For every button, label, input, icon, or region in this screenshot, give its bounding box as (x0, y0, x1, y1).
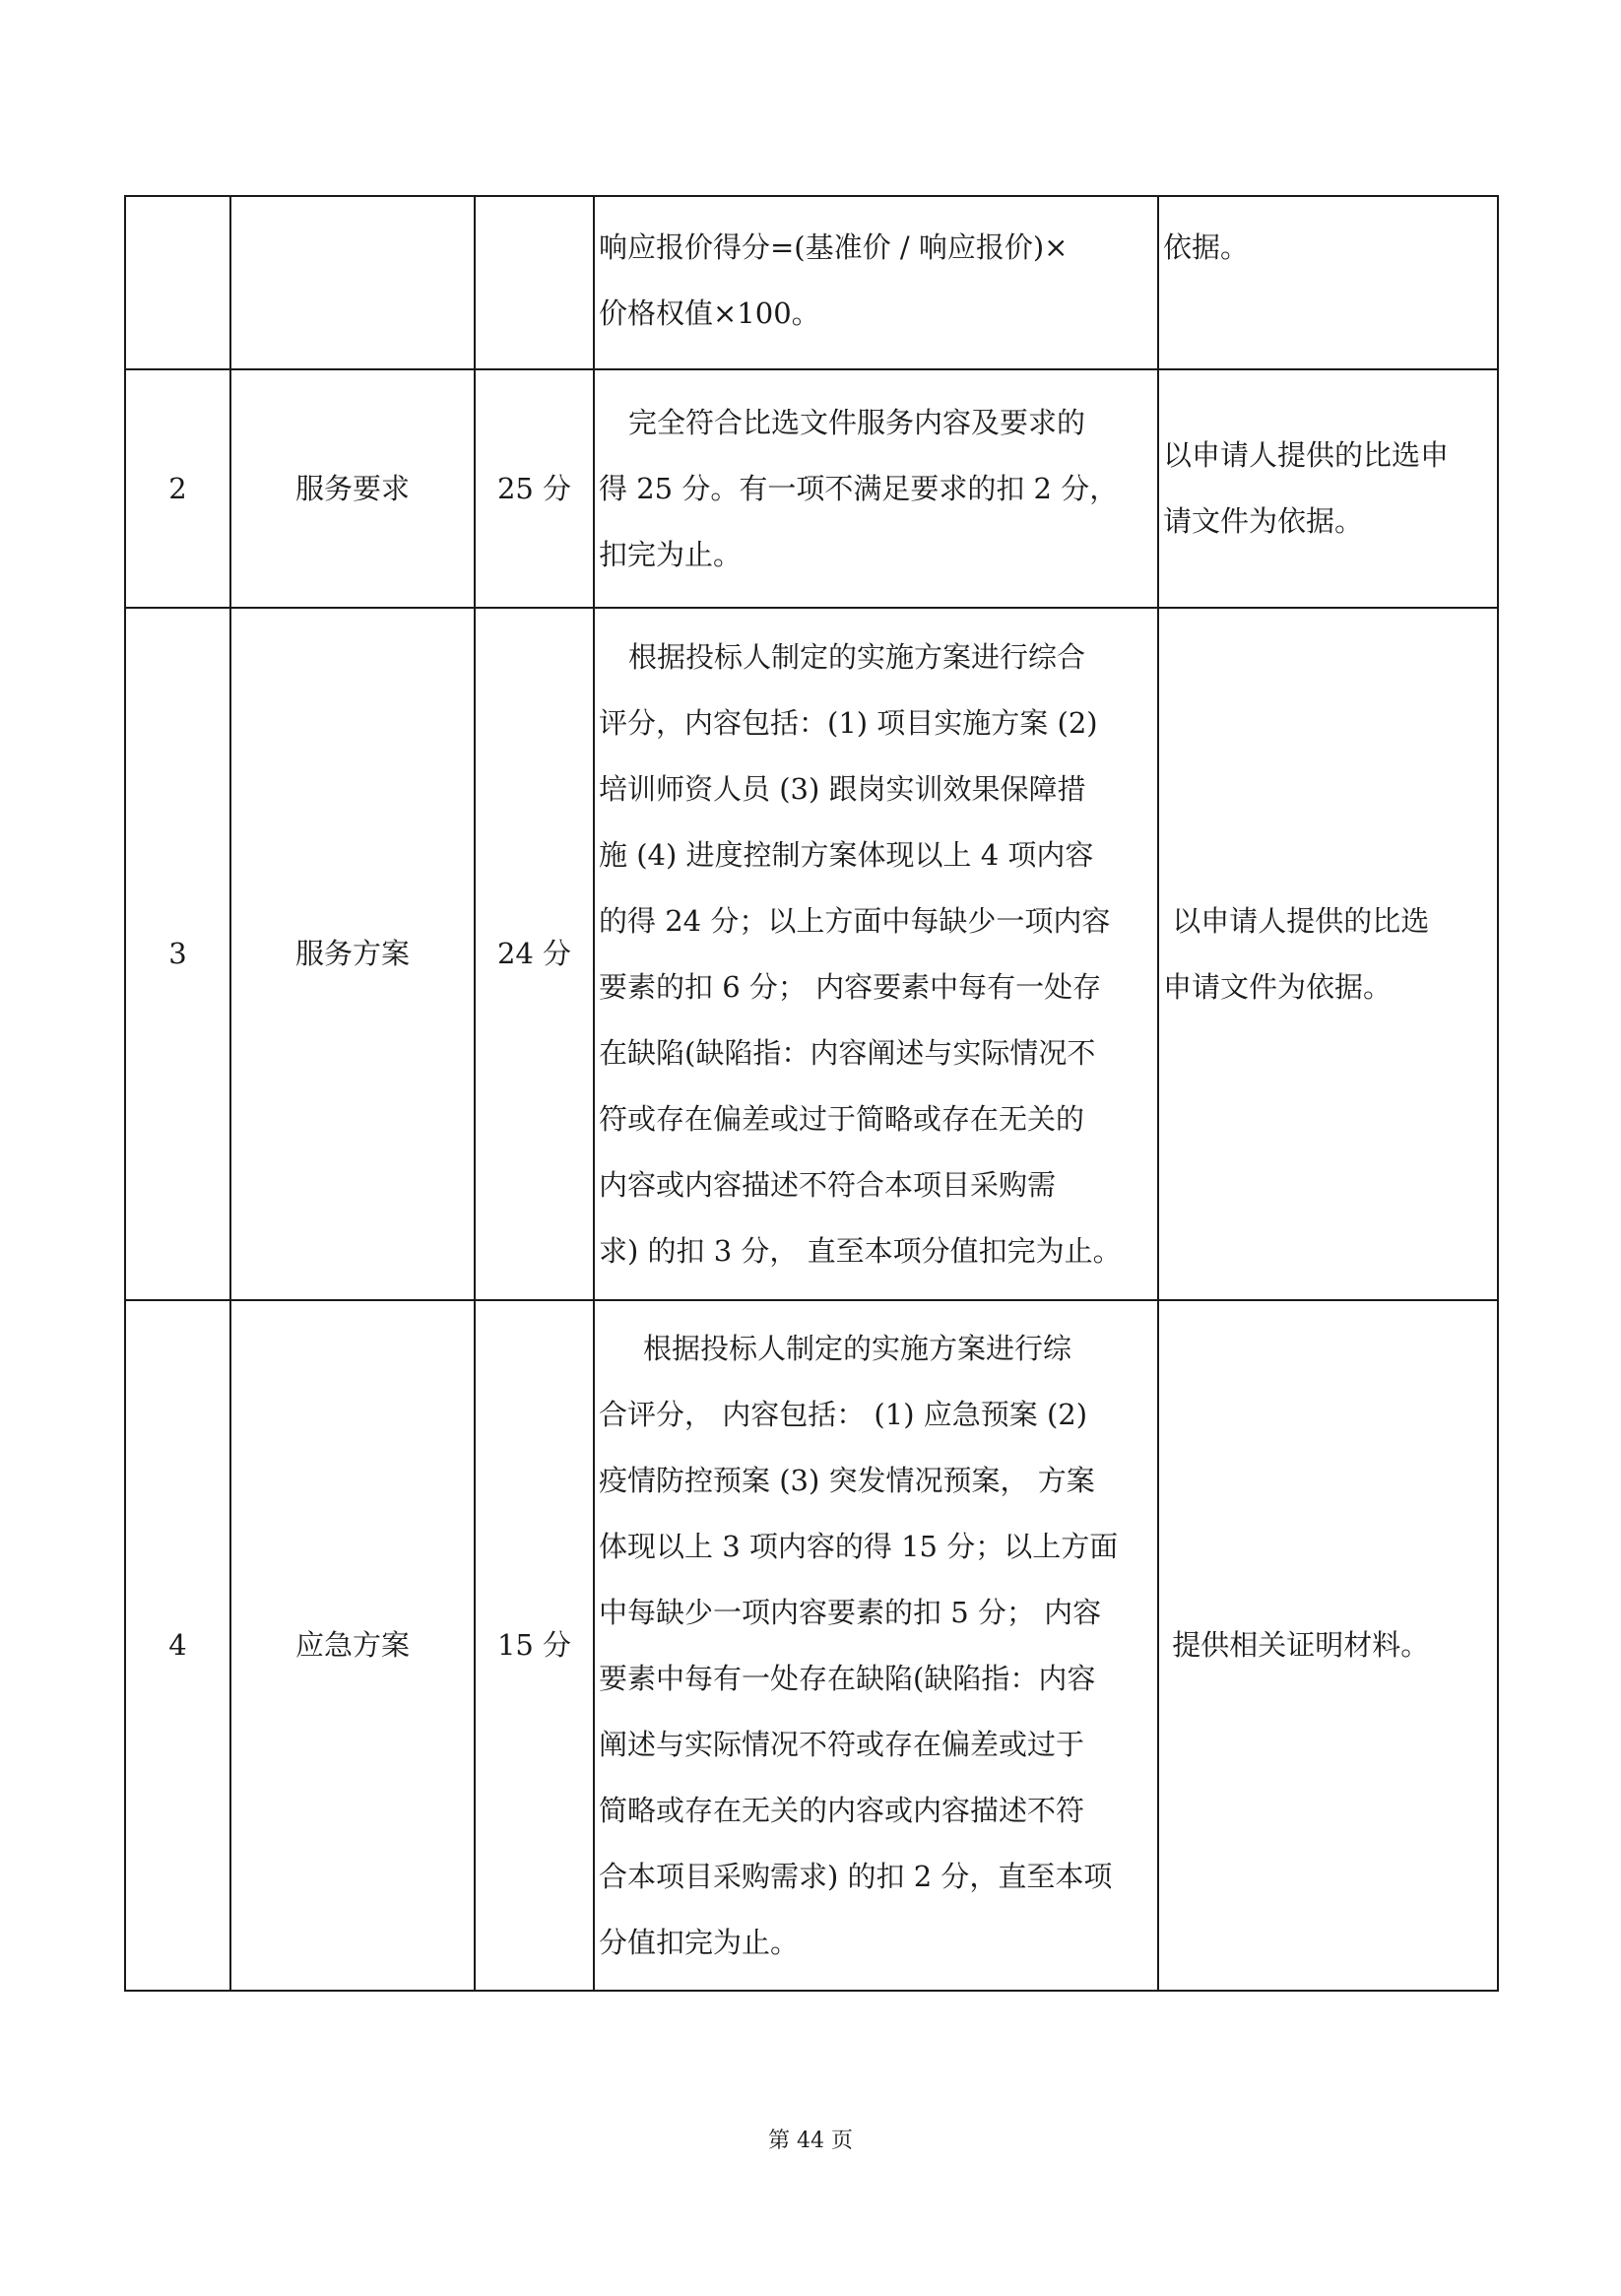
criteria-line: 合本项目采购需求) 的扣 2 分，直至本项 (599, 1859, 1113, 1893)
row-number-cell: 2 (125, 369, 230, 608)
score-cell: 25 分 (475, 369, 594, 608)
criteria-line: 内容或内容描述不符合本项目采购需 (599, 1167, 1057, 1202)
criteria-cell (594, 196, 1158, 369)
criteria-line: 分值扣完为止。 (599, 1925, 800, 1959)
basis-line: 请文件为依据。 (1163, 504, 1364, 538)
criteria-cell (594, 608, 1158, 1300)
basis-line: 以申请人提供的比选 (1163, 903, 1430, 938)
criteria-line: 要素中每有一处存在缺陷(缺陷指：内容 (599, 1661, 1096, 1695)
table-row (125, 1300, 1498, 1991)
table-row (125, 608, 1498, 1300)
score-cell: 24 分 (475, 608, 594, 1300)
score-cell (475, 196, 594, 369)
basis-cell (1158, 369, 1498, 608)
criteria-line: 简略或存在无关的内容或内容描述不符 (599, 1793, 1085, 1827)
criteria-line: 扣完为止。 (599, 537, 743, 571)
basis-cell (1158, 1300, 1498, 1991)
table-row (125, 369, 1498, 608)
table-row (125, 196, 1498, 369)
criteria-line: 阐述与实际情况不符或存在偏差或过于 (599, 1727, 1085, 1761)
basis-cell (1158, 196, 1498, 369)
row-number-cell: 4 (125, 1300, 230, 1991)
page-number: 第 44 页 (768, 2129, 853, 2153)
basis-cell (1158, 608, 1498, 1300)
criteria-line: 合评分， 内容包括： (1) 应急预案 (2) (599, 1397, 1088, 1431)
criteria-line: 求) 的扣 3 分， 直至本项分值扣完为止。 (599, 1233, 1122, 1268)
row-number-cell (125, 196, 230, 369)
criteria-line: 价格权值×100。 (599, 296, 820, 330)
criteria-line: 在缺陷(缺陷指：内容阐述与实际情况不 (599, 1035, 1096, 1070)
criteria-line: 根据投标人制定的实施方案进行综 (643, 1331, 1072, 1365)
basis-line: 提供相关证明材料。 (1163, 1628, 1430, 1662)
criteria-line: 疫情防控预案 (3) 突发情况预案， 方案 (599, 1463, 1095, 1497)
criteria-line: 施 (4) 进度控制方案体现以上 4 项内容 (599, 837, 1094, 872)
item-cell: 服务方案 (230, 608, 475, 1300)
scoring-table (124, 195, 1499, 1992)
criteria-line: 符或存在偏差或过于简略或存在无关的 (599, 1101, 1085, 1136)
criteria-line: 的得 24 分；以上方面中每缺少一项内容 (599, 903, 1111, 938)
criteria-line: 中每缺少一项内容要素的扣 5 分； 内容 (599, 1595, 1102, 1629)
criteria-line: 评分，内容包括：(1) 项目实施方案 (2) (599, 705, 1098, 740)
criteria-line: 培训师资人员 (3) 跟岗实训效果保障措 (599, 771, 1086, 806)
basis-line: 申请文件为依据。 (1163, 969, 1393, 1004)
basis-line: 依据。 (1163, 230, 1250, 264)
score-cell: 15 分 (475, 1300, 594, 1991)
item-cell: 应急方案 (230, 1300, 475, 1991)
criteria-line: 得 25 分。有一项不满足要求的扣 2 分， (599, 471, 1119, 505)
criteria-line: 完全符合比选文件服务内容及要求的 (628, 405, 1086, 439)
item-cell (230, 196, 475, 369)
criteria-line: 根据投标人制定的实施方案进行综合 (628, 639, 1086, 674)
item-cell: 服务要求 (230, 369, 475, 608)
criteria-line: 体现以上 3 项内容的得 15 分；以上方面 (599, 1529, 1119, 1563)
basis-line: 以申请人提供的比选申 (1163, 438, 1450, 472)
criteria-line: 要素的扣 6 分； 内容要素中每有一处存 (599, 969, 1102, 1004)
criteria-line: 响应报价得分=(基准价 / 响应报价)× (599, 230, 1069, 264)
criteria-cell (594, 369, 1158, 608)
row-number-cell: 3 (125, 608, 230, 1300)
criteria-cell (594, 1300, 1158, 1991)
